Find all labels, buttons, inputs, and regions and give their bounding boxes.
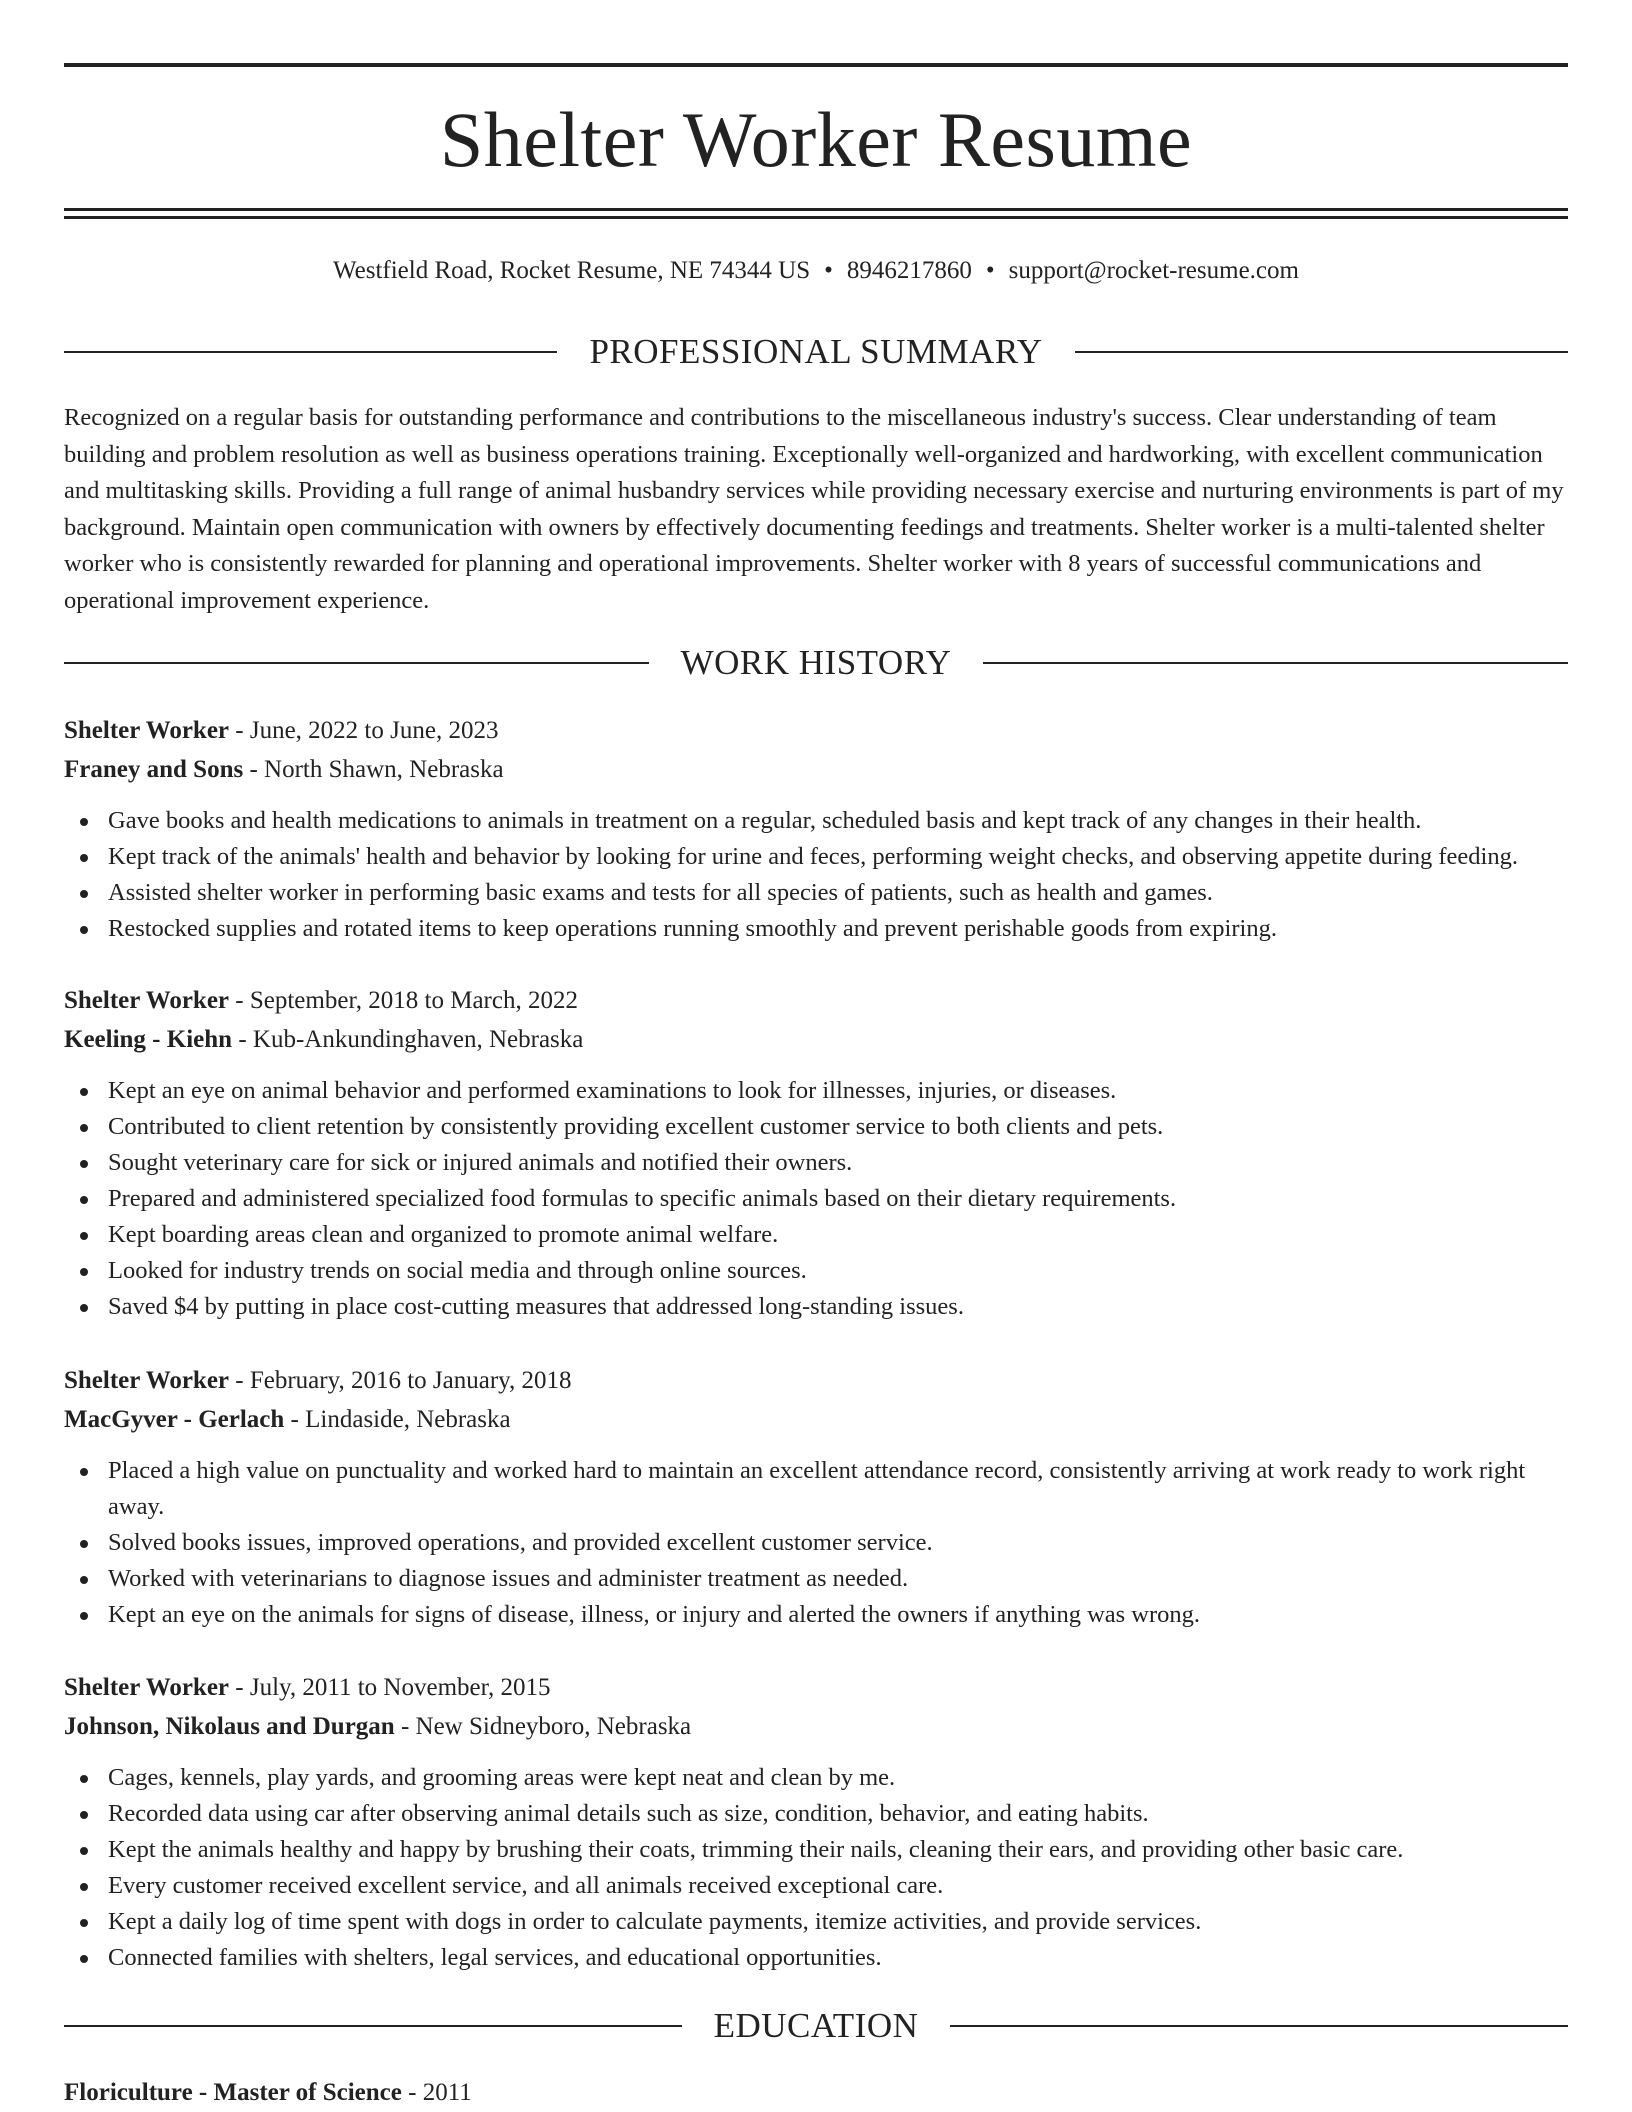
- heading-rule-right: [1075, 351, 1568, 353]
- bullet-dot: [80, 1775, 88, 1783]
- job-dates: July, 2011 to November, 2015: [249, 1674, 551, 1701]
- job-title-line: Shelter Worker - September, 2018 to March, 2022: [64, 987, 578, 1014]
- job-title: Shelter Worker: [64, 1674, 230, 1701]
- job-entry: [64, 712, 1568, 947]
- bullet-dot: [80, 1268, 88, 1276]
- job-entry: [64, 1362, 1568, 1633]
- job-dates: September, 2018 to March, 2022: [249, 987, 578, 1014]
- contact-phone: 8946217860: [846, 257, 972, 284]
- heading-rule-right: [950, 2025, 1568, 2027]
- job-bullet: Recorded data using car after observing animal details such as size, condition, behavior, and eating habits.: [64, 1796, 1568, 1832]
- bullet-dot: [80, 890, 88, 898]
- job-bullet: Kept an eye on animal behavior and performed examinations to look for illnesses, injuries, or diseases.: [64, 1073, 1568, 1109]
- top-rule: [64, 63, 1568, 67]
- job-bullet: Connected families with shelters, legal services, and educational opportunities.: [64, 1940, 1568, 1976]
- bullet-dot: [80, 1304, 88, 1312]
- contact-email: support@rocket-resume.com: [1008, 257, 1299, 284]
- job-title-line: Shelter Worker - February, 2016 to January, 2018: [64, 1367, 572, 1394]
- job-company: Keeling - Kiehn: [64, 1025, 233, 1053]
- job-bullet: Assisted shelter worker in performing basic exams and tests for all species of patients, such as health and games.: [64, 875, 1568, 911]
- bullet-dot: [80, 1612, 88, 1620]
- education-degree: Floriculture - Master of Science: [64, 2079, 402, 2106]
- section-title: PROFESSIONAL SUMMARY: [589, 332, 1043, 371]
- bullet-dot: [80, 1919, 88, 1927]
- job-bullet: Gave books and health medications to animals in treatment on a regular, scheduled basis and kept track of any changes in their health.: [64, 803, 1568, 839]
- section-heading-work-history: [64, 641, 1568, 685]
- job-bullet: Worked with veterinarians to diagnose issues and administer treatment as needed.: [64, 1561, 1568, 1597]
- job-bullet-list: [64, 1453, 1568, 1633]
- job-entry: [64, 1669, 1568, 1976]
- heading-rule-left: [64, 2025, 682, 2027]
- job-bullet: Kept the animals healthy and happy by brushing their coats, trimming their nails, cleaning their ears, and providing other basic care.: [64, 1832, 1568, 1868]
- bullet-dot: [80, 1196, 88, 1204]
- job-bullet-list: [64, 1760, 1568, 1976]
- section-heading-education: [64, 2004, 1568, 2048]
- bullet-dot: [80, 1124, 88, 1132]
- section-title: EDUCATION: [713, 2006, 919, 2045]
- bullet-dot: [80, 854, 88, 862]
- bullet-dot: [80, 1955, 88, 1963]
- job-company-line: Johnson, Nikolaus and Durgan - New Sidneyboro, Nebraska: [64, 1712, 692, 1740]
- job-title: Shelter Worker: [64, 987, 230, 1014]
- job-location: Kub-Ankundinghaven, Nebraska: [252, 1025, 584, 1053]
- title-rule-upper: [64, 208, 1568, 211]
- job-bullet: Solved books issues, improved operations, and provided excellent customer service.: [64, 1525, 1568, 1561]
- bullet-dot: [80, 1540, 88, 1548]
- job-title: Shelter Worker: [64, 1367, 230, 1394]
- job-dates: February, 2016 to January, 2018: [249, 1367, 572, 1394]
- job-bullet: Sought veterinary care for sick or injured animals and notified their owners.: [64, 1145, 1568, 1181]
- heading-rule-left: [64, 351, 557, 353]
- job-bullet: Cages, kennels, play yards, and grooming areas were kept neat and clean by me.: [64, 1760, 1568, 1796]
- job-bullet: Kept track of the animals' health and behavior by looking for urine and feces, performing weight checks, and observing appetite during feeding.: [64, 839, 1568, 875]
- contact-separator: •: [985, 257, 995, 284]
- job-bullet-list: [64, 1073, 1568, 1325]
- section-title: WORK HISTORY: [680, 643, 952, 682]
- contact-address: Westfield Road, Rocket Resume, NE 74344 US: [333, 257, 811, 284]
- job-title: Shelter Worker: [64, 717, 230, 744]
- job-location: North Shawn, Nebraska: [264, 755, 504, 783]
- job-bullet: Prepared and administered specialized food formulas to specific animals based on their dietary requirements.: [64, 1181, 1568, 1217]
- heading-rule-right: [983, 662, 1568, 664]
- job-dates: June, 2022 to June, 2023: [249, 717, 499, 744]
- job-bullet: Placed a high value on punctuality and worked hard to maintain an excellent attendance record, consistently arriving at work ready to work right away.: [64, 1453, 1568, 1525]
- job-company-line: MacGyver - Gerlach - Lindaside, Nebraska: [64, 1405, 511, 1433]
- job-company-line: Keeling - Kiehn - Kub-Ankundinghaven, Nebraska: [64, 1025, 584, 1053]
- job-bullet: Contributed to client retention by consistently providing excellent customer service to both clients and pets.: [64, 1109, 1568, 1145]
- bullet-dot: [80, 1088, 88, 1096]
- job-bullet-list: [64, 803, 1568, 947]
- education-year: 2011: [422, 2079, 472, 2106]
- resume-title: Shelter Worker Resume: [439, 96, 1193, 183]
- job-company: Franey and Sons: [64, 755, 244, 783]
- title-rule-lower: [64, 216, 1568, 219]
- bullet-dot: [80, 1468, 88, 1476]
- job-title-line: Shelter Worker - July, 2011 to November, 2015: [64, 1674, 551, 1701]
- professional-summary-text: Recognized on a regular basis for outstanding performance and contributions to the miscellaneous industry's success. Clear understanding of team building and problem resolution as well as business operations training. Exceptionally well-organized and hardworking, with excellent communication and multitasking skills. Providing a full range of animal husbandry services while providing necessary exercise and nurturing environments is part of my background. Maintain open communication with owners by effectively documenting feedings and treatments. Shelter worker is a multi-talented shelter worker who is consistently rewarded for planning and operational improvements. Shelter worker with 8 years of successful communications and operational improvement experience.: [64, 404, 1564, 614]
- bullet-dot: [80, 1576, 88, 1584]
- job-bullet: Every customer received excellent service, and all animals received exceptional care.: [64, 1868, 1568, 1904]
- job-bullet: Saved $4 by putting in place cost-cutting measures that addressed long-standing issues.: [64, 1289, 1568, 1325]
- heading-rule-left: [64, 662, 649, 664]
- bullet-dot: [80, 1232, 88, 1240]
- job-bullet: Kept boarding areas clean and organized to promote animal welfare.: [64, 1217, 1568, 1253]
- job-entry: [64, 982, 1568, 1325]
- job-bullet: Kept a daily log of time spent with dogs in order to calculate payments, itemize activities, and provide services.: [64, 1904, 1568, 1940]
- job-company-line: Franey and Sons - North Shawn, Nebraska: [64, 755, 504, 783]
- education-entry: Floriculture - Master of Science - 2011: [64, 2079, 472, 2106]
- bullet-dot: [80, 818, 88, 826]
- job-bullet: Restocked supplies and rotated items to keep operations running smoothly and prevent perishable goods from expiring.: [64, 911, 1568, 947]
- job-location: Lindaside, Nebraska: [305, 1405, 511, 1433]
- job-bullet: Looked for industry trends on social media and through online sources.: [64, 1253, 1568, 1289]
- contact-line: [64, 254, 1568, 288]
- bullet-dot: [80, 1847, 88, 1855]
- bullet-dot: [80, 1160, 88, 1168]
- bullet-dot: [80, 926, 88, 934]
- bullet-dot: [80, 1883, 88, 1891]
- job-company: MacGyver - Gerlach: [64, 1405, 285, 1433]
- job-location: New Sidneyboro, Nebraska: [415, 1712, 692, 1740]
- job-bullet: Kept an eye on the animals for signs of disease, illness, or injury and alerted the owners if anything was wrong.: [64, 1597, 1568, 1633]
- section-heading-summary: [64, 330, 1568, 374]
- contact-separator: •: [824, 257, 833, 284]
- job-title-line: Shelter Worker - June, 2022 to June, 2023: [64, 717, 499, 744]
- job-company: Johnson, Nikolaus and Durgan: [64, 1712, 395, 1740]
- bullet-dot: [80, 1811, 88, 1819]
